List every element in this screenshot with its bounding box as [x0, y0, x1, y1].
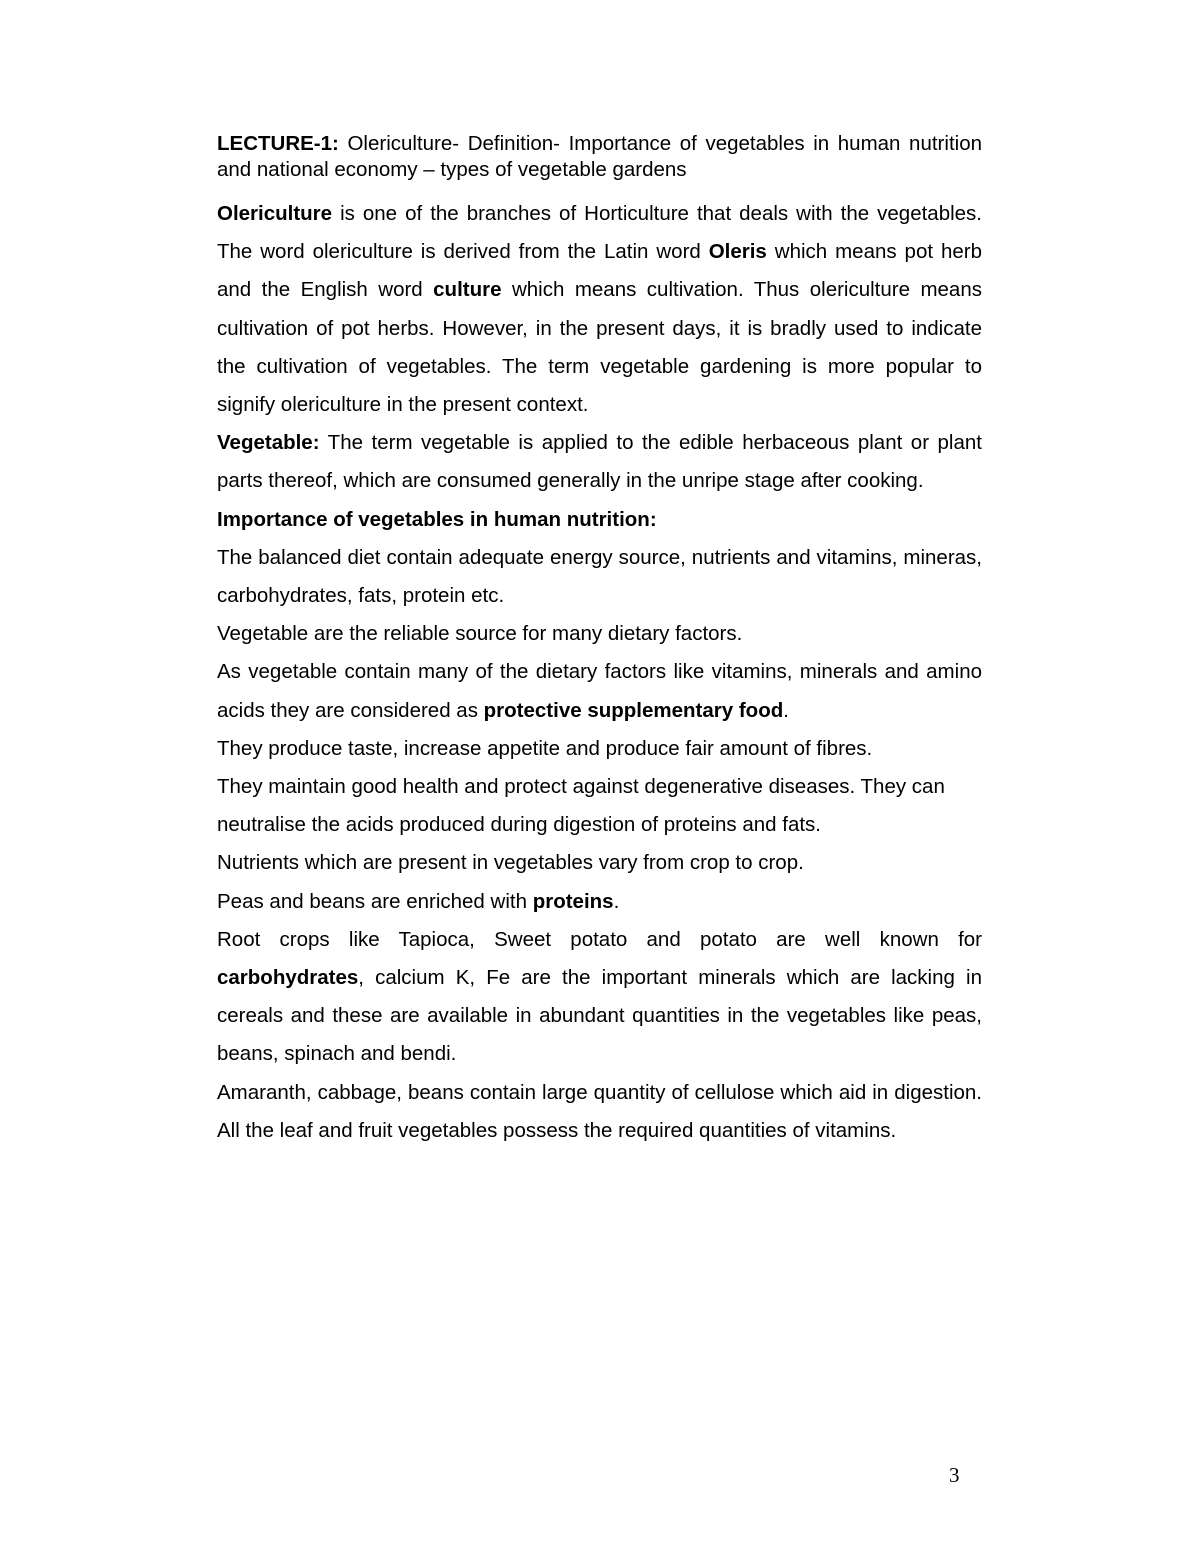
- culture-term: culture: [433, 278, 502, 302]
- lecture-heading: [217, 131, 982, 183]
- protective-text-2: .: [783, 698, 789, 722]
- protective-food-paragraph: [217, 653, 982, 729]
- olericulture-term: Olericulture: [217, 202, 333, 225]
- olericulture-text-3: which means cultivation. Thus olericulture means cultivation of pot herbs. However, in the present days, it is bradly used to indicate the cultivation of vegetables. The term vegetable gardening is more popular to signify olericulture in the present context.: [217, 278, 982, 417]
- peas-beans-text-1: Peas and beans are enriched with: [217, 889, 533, 913]
- peas-beans-paragraph: [217, 883, 982, 921]
- lecture-label: LECTURE-1:: [217, 132, 339, 155]
- reliable-source-paragraph: Vegetable are the reliable source for many dietary factors.: [217, 622, 743, 646]
- olericulture-text-2: which means pot herb and the English word: [217, 240, 982, 302]
- health-paragraph: They maintain good health and protect against degenerative diseases. They can neutralise the acids produced during digestion of proteins and fats.: [217, 775, 945, 837]
- protective-food-term: protective supplementary food: [483, 698, 784, 722]
- document-page: [217, 131, 982, 1150]
- lecture-title: Olericulture- Definition- Importance of vegetables in human nutrition and national economy – types of vegetable gardens: [217, 132, 982, 181]
- importance-heading: [217, 501, 982, 539]
- taste-paragraph: They produce taste, increase appetite and produce fair amount of fibres.: [217, 736, 873, 760]
- root-crops-text-1: Root crops like Tapioca, Sweet potato and potato are well known for: [217, 927, 982, 951]
- protective-text-1: As vegetable contain many of the dietary factors like vitamins, minerals and amino acids they are considered as: [217, 660, 982, 722]
- oleris-term: Oleris: [708, 240, 767, 264]
- carbohydrates-term: carbohydrates: [217, 966, 359, 990]
- olericulture-paragraph: [217, 195, 982, 424]
- vegetable-definition: [217, 424, 982, 500]
- page-number: 3: [949, 1463, 960, 1487]
- root-crops-paragraph: [217, 921, 982, 1074]
- olericulture-text-1: is one of the branches of Horticulture that deals with the vegetables. The word olericulture is derived from the Latin word: [217, 202, 982, 264]
- nutrients-vary-paragraph: Nutrients which are present in vegetables vary from crop to crop.: [217, 851, 804, 875]
- vegetable-term: Vegetable:: [217, 431, 320, 455]
- vegetable-text: The term vegetable is applied to the edible herbaceous plant or plant parts thereof, which are consumed generally in the unripe stage after cooking.: [217, 431, 982, 493]
- root-crops-text-2: , calcium K, Fe are the important minerals which are lacking in cereals and these are available in abundant quantities in the vegetables like peas, beans, spinach and bendi.: [217, 966, 982, 1066]
- balanced-diet-paragraph: The balanced diet contain adequate energy source, nutrients and vitamins, mineras, carbohydrates, fats, protein etc.: [217, 545, 982, 608]
- cellulose-paragraph: Amaranth, cabbage, beans contain large quantity of cellulose which aid in digestion. All the leaf and fruit vegetables possess the required quantities of vitamins.: [217, 1080, 982, 1142]
- importance-heading-text: Importance of vegetables in human nutrition:: [217, 507, 657, 531]
- peas-beans-text-2: .: [613, 889, 620, 913]
- proteins-term: proteins: [532, 889, 614, 913]
